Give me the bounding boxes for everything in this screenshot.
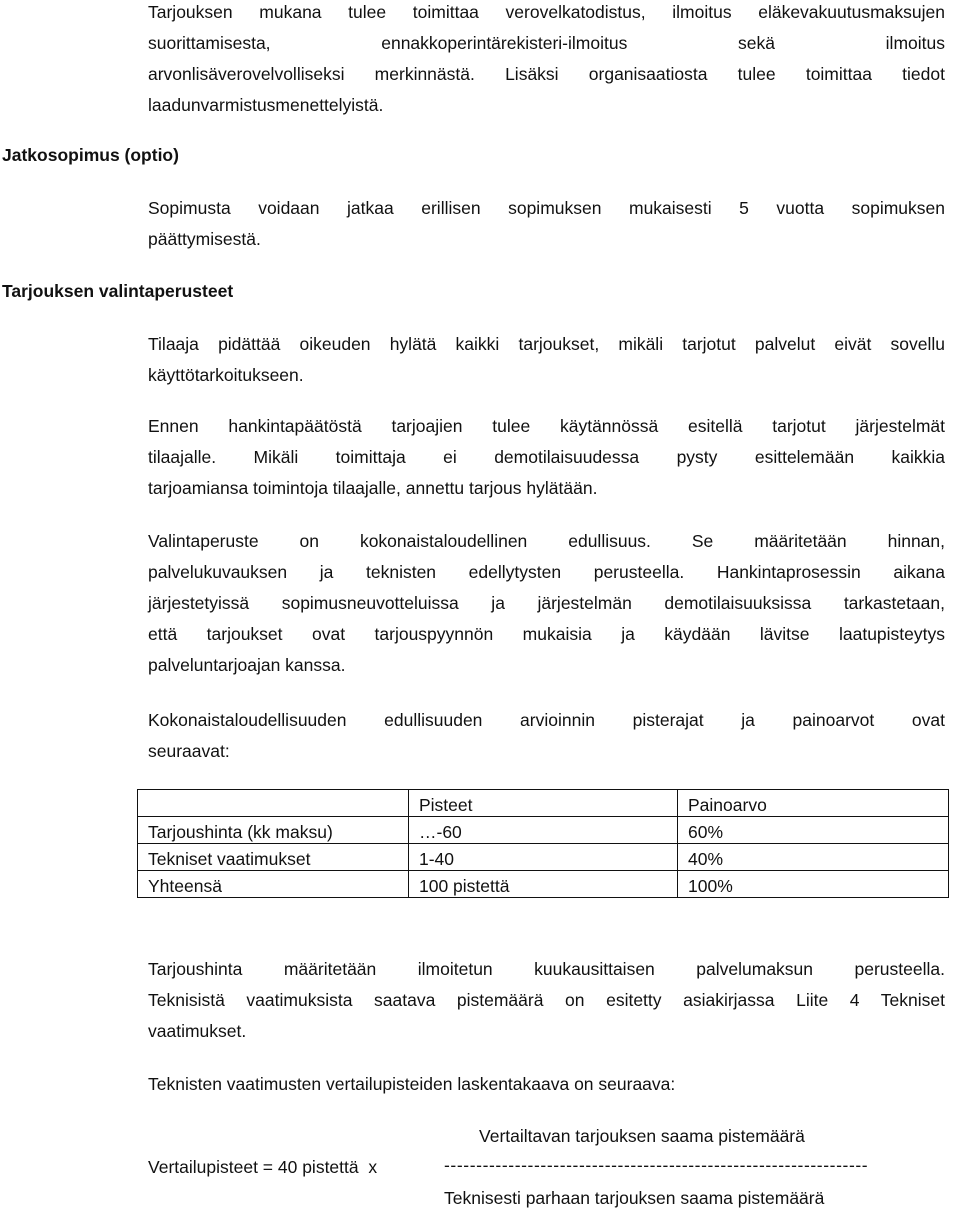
text-line: arvonlisäverovelvolliseksi merkinnästä. Lisäksi organisaatiosta tulee toimittaa tiedot bbox=[148, 64, 945, 84]
text-line: päättymisestä. bbox=[148, 229, 261, 249]
criteria-paragraph-1 bbox=[148, 329, 945, 391]
text-line: Ennen hankintapäätöstä tarjoajien tulee käytännössä esitellä tarjotut järjestelmät bbox=[148, 416, 945, 436]
text-line: seuraavat: bbox=[148, 741, 230, 761]
text-line: että tarjoukset ovat tarjouspyynnön mukaisia ja käydään lävitse laatupisteytys bbox=[148, 624, 945, 644]
price-paragraph bbox=[148, 954, 945, 1047]
heading-criteria: Tarjouksen valintaperusteet bbox=[2, 281, 234, 301]
formula-denominator: Teknisesti parhaan tarjouksen saama pistemäärä bbox=[444, 1188, 825, 1208]
intro-paragraph bbox=[148, 0, 945, 121]
table-row bbox=[138, 844, 949, 871]
formula-numerator: Vertailtavan tarjouksen saama pistemäärä bbox=[479, 1126, 805, 1146]
table-header-cell: Pisteet bbox=[409, 790, 678, 817]
table-cell: …-60 bbox=[409, 817, 678, 844]
text-line: Tilaaja pidättää oikeuden hylätä kaikki tarjoukset, mikäli tarjotut palvelut eivät sovellu bbox=[148, 334, 945, 354]
criteria-paragraph-4 bbox=[148, 705, 945, 767]
table-header-cell bbox=[138, 790, 409, 817]
text-line: tarjoamiansa toimintoja tilaajalle, annettu tarjous hylätään. bbox=[148, 478, 598, 498]
text-line: vaatimukset. bbox=[148, 1021, 247, 1041]
table-header-cell: Painoarvo bbox=[678, 790, 949, 817]
text-line: Teknisten vaatimusten vertailupisteiden laskentakaava on seuraava: bbox=[148, 1074, 676, 1094]
text-line: Valintaperuste on kokonaistaloudellinen edullisuus. Se määritetään hinnan, bbox=[148, 531, 945, 551]
text-line: käyttötarkoitukseen. bbox=[148, 365, 304, 385]
table-header-row bbox=[138, 790, 949, 817]
table-cell: 100% bbox=[678, 871, 949, 898]
formula-intro bbox=[148, 1069, 945, 1100]
criteria-paragraph-3 bbox=[148, 526, 945, 681]
table-cell: 1-40 bbox=[409, 844, 678, 871]
table-cell: 100 pistettä bbox=[409, 871, 678, 898]
table-cell: Yhteensä bbox=[138, 871, 409, 898]
formula-fraction-line: ------------------------------------------------------------------ bbox=[444, 1155, 869, 1175]
text-line: järjestetyissä sopimusneuvotteluissa ja järjestelmän demotilaisuuksissa tarkastetaan, bbox=[148, 593, 945, 613]
table-cell: 60% bbox=[678, 817, 949, 844]
criteria-paragraph-2 bbox=[148, 411, 945, 504]
table-row bbox=[138, 817, 949, 844]
table-row bbox=[138, 871, 949, 898]
table-cell: 40% bbox=[678, 844, 949, 871]
text-line: Teknisistä vaatimuksista saatava pistemäärä on esitetty asiakirjassa Liite 4 Tekniset bbox=[148, 990, 945, 1010]
text-line: Sopimusta voidaan jatkaa erillisen sopimuksen mukaisesti 5 vuotta sopimuksen bbox=[148, 198, 945, 218]
text-line: palvelukuvauksen ja teknisten edellytysten perusteella. Hankintaprosessin aikana bbox=[148, 562, 945, 582]
text-line: laadunvarmistusmenettelyistä. bbox=[148, 95, 384, 115]
continuation-paragraph bbox=[148, 193, 945, 255]
table-cell: Tekniset vaatimukset bbox=[138, 844, 409, 871]
heading-continuation: Jatkosopimus (optio) bbox=[2, 145, 179, 165]
text-line: Tarjouksen mukana tulee toimittaa verovelkatodistus, ilmoitus eläkevakuutusmaksujen bbox=[148, 2, 945, 22]
text-line: Tarjoushinta määritetään ilmoitetun kuukausittaisen palvelumaksun perusteella. bbox=[148, 959, 945, 979]
table-cell: Tarjoushinta (kk maksu) bbox=[138, 817, 409, 844]
formula-left: Vertailupisteet = 40 pistettä x bbox=[148, 1157, 378, 1177]
text-line: palveluntarjoajan kanssa. bbox=[148, 655, 346, 675]
text-line: tilaajalle. Mikäli toimittaja ei demotilaisuudessa pysty esittelemään kaikkia bbox=[148, 447, 945, 467]
text-line: Kokonaistaloudellisuuden edullisuuden arvioinnin pisterajat ja painoarvot ovat bbox=[148, 710, 945, 730]
text-line: suorittamisesta, ennakkoperintärekisteri-ilmoitus sekä ilmoitus bbox=[148, 33, 945, 53]
points-table bbox=[137, 789, 949, 898]
